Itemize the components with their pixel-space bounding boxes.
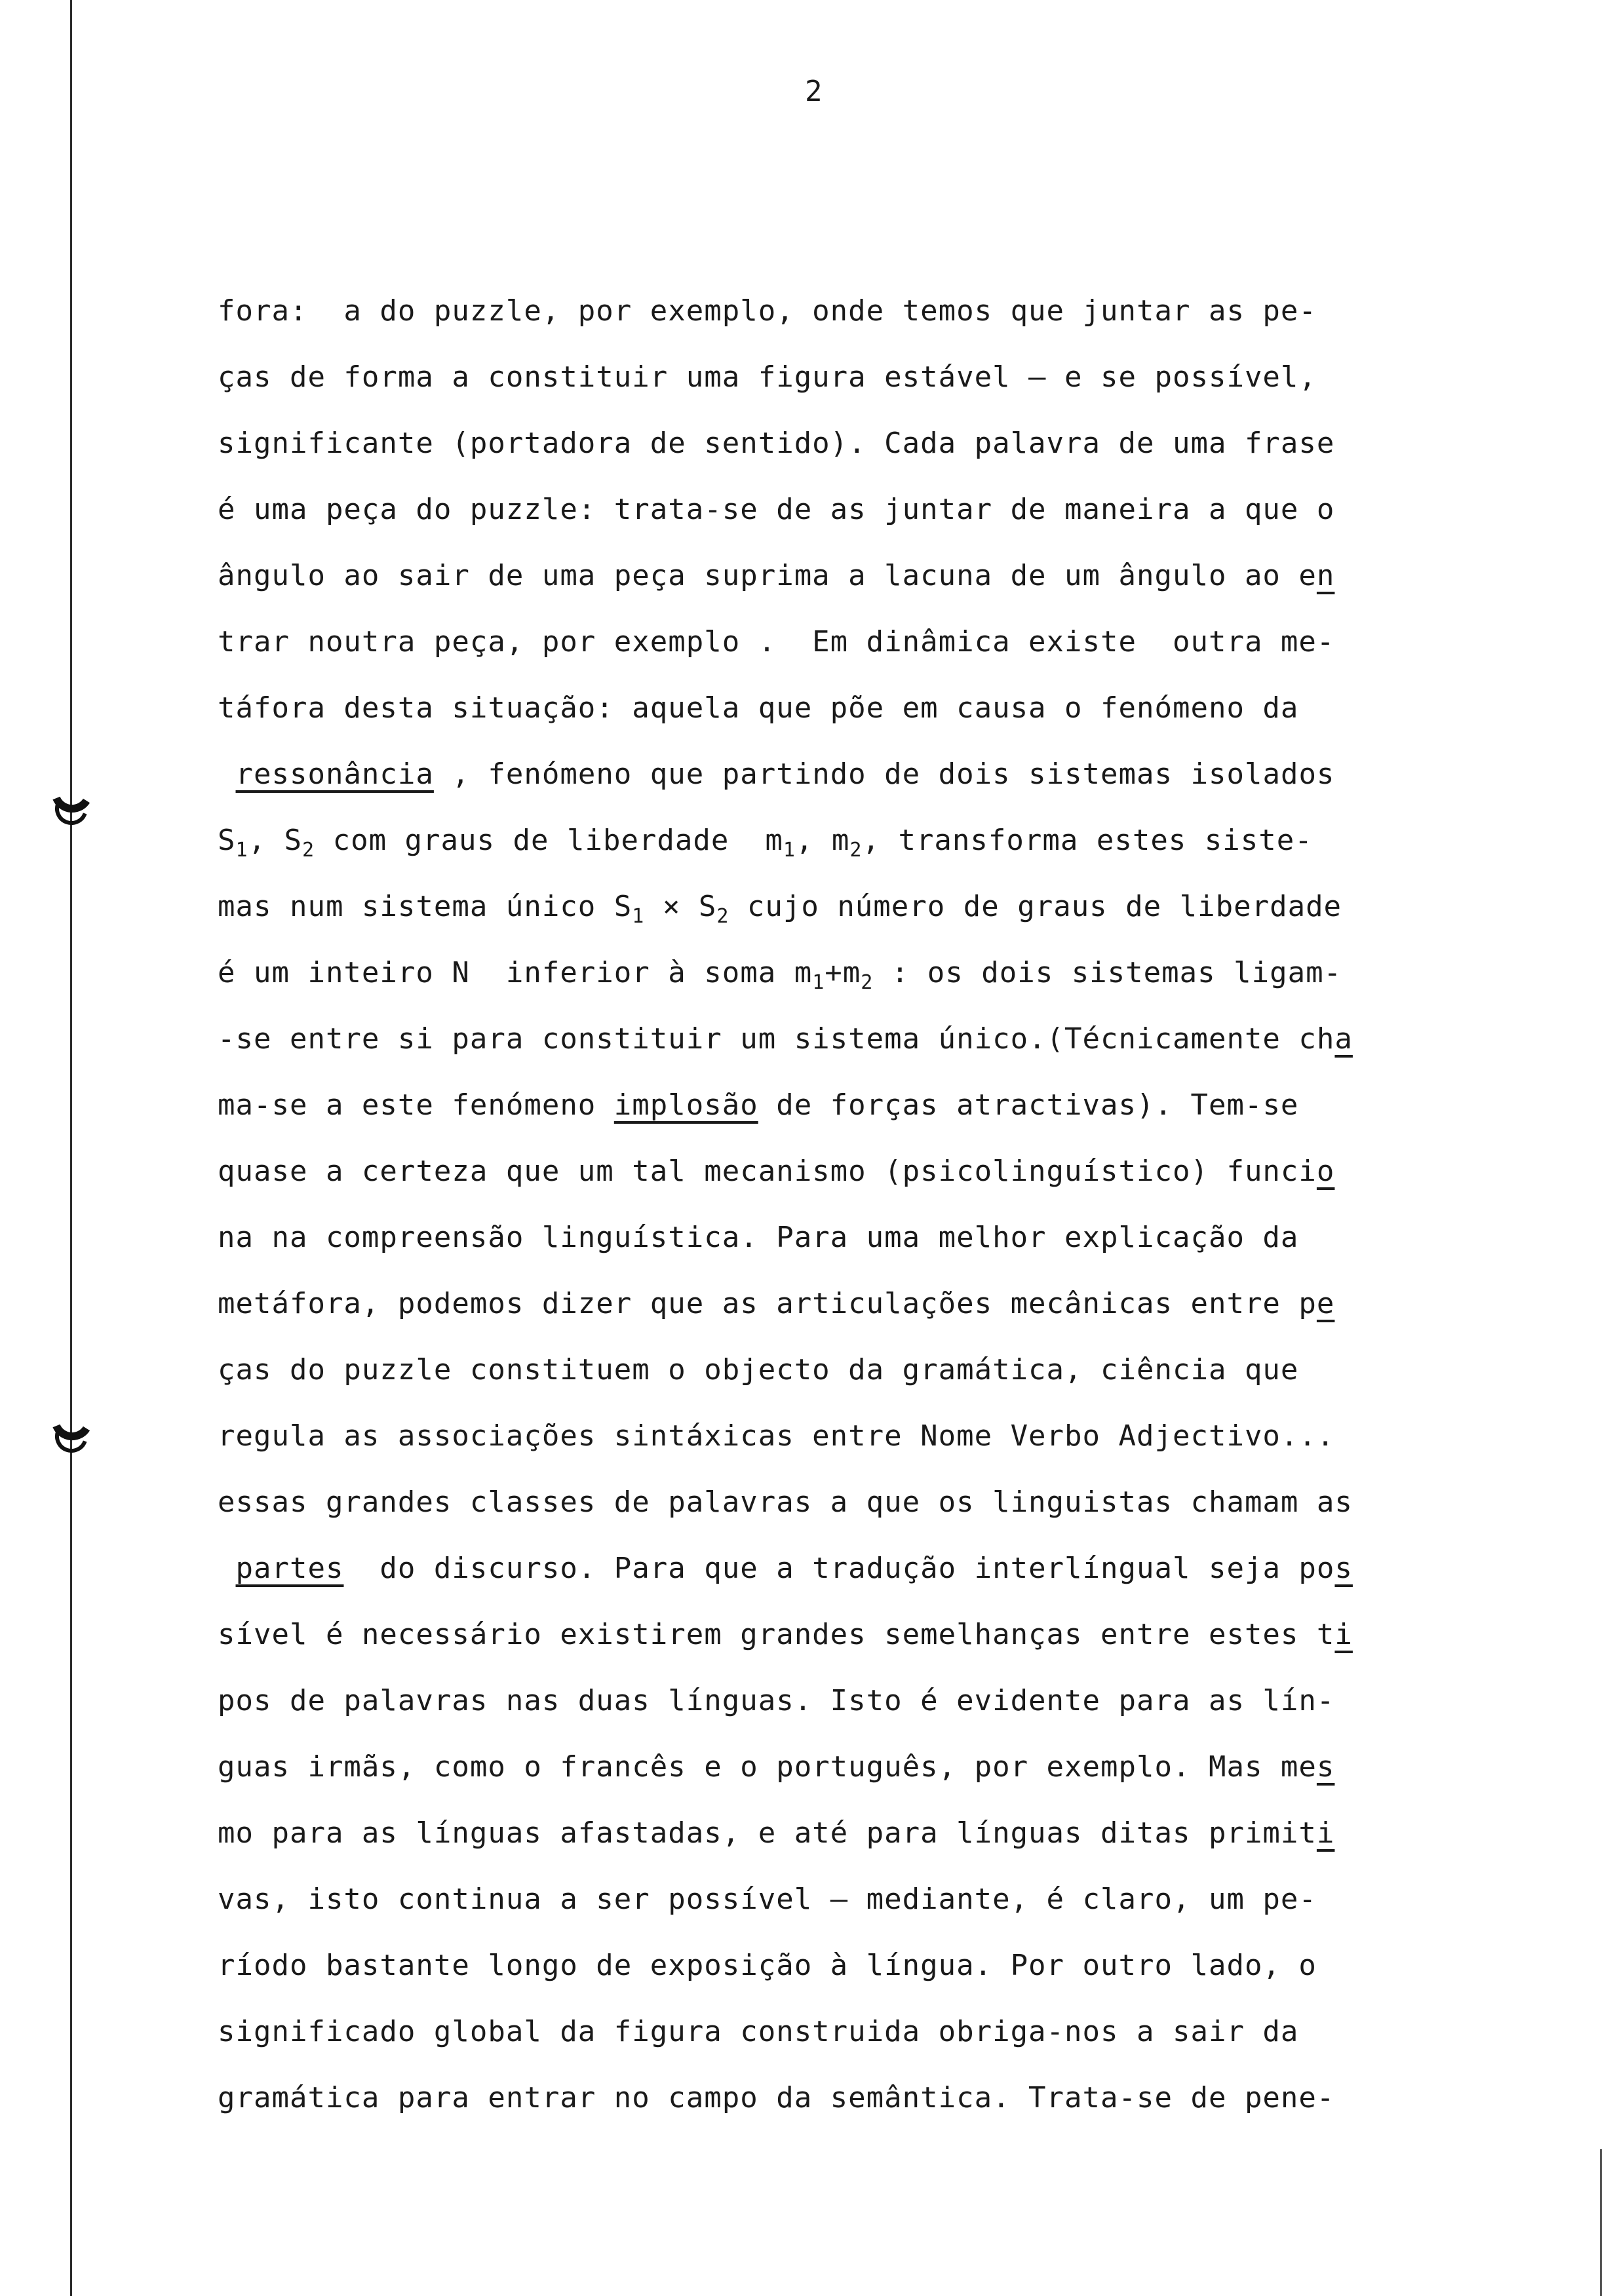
text-line: trar noutra peça, por exemplo . Em dinâmica existe outra me-	[218, 625, 1335, 659]
text-line: mo para as línguas afastadas, e até para línguas ditas primiti	[218, 1816, 1335, 1850]
underlined-term: ressonância	[235, 757, 434, 791]
text-line: gramática para entrar no campo da semântica. Trata-se de pene-	[218, 2081, 1335, 2114]
text-line: na na compreensão linguística. Para uma melhor explicação da	[218, 1221, 1299, 1254]
text-line: guas irmãs, como o francês e o português, por exemplo. Mas mes	[218, 1750, 1335, 1784]
text-line: $S_1$, $S_2$ com graus de liberdade $m_1$, $m_2$, transforma estes siste-	[218, 824, 1313, 862]
text-line: metáfora, podemos dizer que as articulações mecânicas entre pe	[218, 1287, 1335, 1320]
right-edge-mark	[1600, 2149, 1602, 2296]
text-line: sível é necessário existirem grandes semelhanças entre estes ti	[218, 1618, 1353, 1651]
text-line: táfora desta situação: aquela que põe em causa o fenómeno da	[218, 691, 1299, 725]
text-line: ríodo bastante longo de exposição à língua. Por outro lado, o	[218, 1949, 1317, 1982]
text-line: mas num sistema único $S_1 \times S_2$ cujo número de graus de liberdade	[218, 890, 1342, 928]
text-line: é uma peça do puzzle: trata-se de as juntar de maneira a que o	[218, 493, 1335, 526]
text-line: ças de forma a constituir uma figura estável — e se possível,	[218, 360, 1317, 394]
text-line: quase a certeza que um tal mecanismo (psicolinguístico) funcio	[218, 1155, 1335, 1188]
text-line: ressonância , fenómeno que partindo de dois sistemas isolados	[235, 757, 1335, 791]
text-line: essas grandes classes de palavras a que os linguistas chamam as	[218, 1485, 1353, 1519]
left-margin-rule	[70, 0, 72, 2296]
text-line: significado global da figura construida obriga-nos a sair da	[218, 2015, 1299, 2048]
text-line: ma-se a este fenómeno implosão de forças atractivas). Tem-se	[218, 1088, 1299, 1122]
text-line: ângulo ao sair de uma peça suprima a lacuna de um ângulo ao en	[218, 559, 1335, 592]
binder-hole-icon	[51, 792, 92, 832]
text-line: vas, isto continua a ser possível — mediante, é claro, um pe-	[218, 1883, 1317, 1916]
text-line: -se entre si para constituir um sistema único.(Técnicamente cha	[218, 1022, 1353, 1056]
text-line: partes do discurso. Para que a tradução interlíngual seja pos	[235, 1552, 1353, 1585]
binder-hole-icon	[51, 1419, 92, 1460]
underlined-term: implosão	[613, 1088, 758, 1122]
text-line: fora: a do puzzle, por exemplo, onde temos que juntar as pe-	[218, 294, 1317, 328]
underlined-term: partes	[235, 1552, 344, 1585]
text-line: pos de palavras nas duas línguas. Isto é evidente para as lín-	[218, 1684, 1335, 1717]
text-line: é um inteiro N inferior à soma $m_1+m_2$ : os dois sistemas ligam-	[218, 956, 1342, 994]
text-line: significante (portadora de sentido). Cada palavra de uma frase	[218, 427, 1335, 460]
page-number: 2	[805, 75, 823, 108]
text-line: regula as associações sintáxicas entre Nome Verbo Adjectivo...	[218, 1419, 1335, 1453]
text-line: ças do puzzle constituem o objecto da gramática, ciência que	[218, 1353, 1299, 1387]
